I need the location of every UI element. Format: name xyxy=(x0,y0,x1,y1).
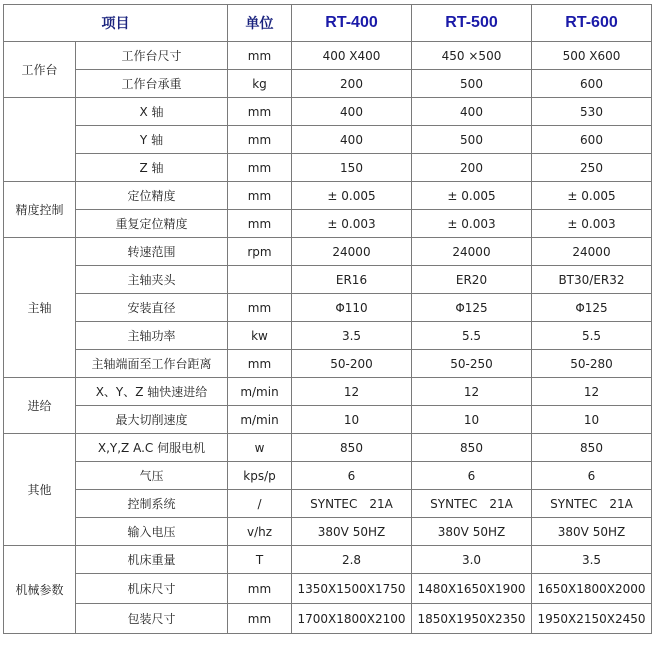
item-name: 工作台尺寸 xyxy=(76,42,228,70)
value-cell: 500 X600 xyxy=(532,42,652,70)
value-cell: 250 xyxy=(532,154,652,182)
item-name: 机床重量 xyxy=(76,546,228,574)
header-model: RT-500 xyxy=(412,5,532,42)
table-row xyxy=(4,490,652,518)
unit-cell: mm xyxy=(228,604,292,634)
item-name: 工作台承重 xyxy=(76,70,228,98)
unit-cell: kw xyxy=(228,322,292,350)
value-cell: 10 xyxy=(532,406,652,434)
item-name: 重复定位精度 xyxy=(76,210,228,238)
item-name: 最大切削速度 xyxy=(76,406,228,434)
value-cell: 10 xyxy=(412,406,532,434)
table-row xyxy=(4,518,652,546)
value-cell: ± 0.003 xyxy=(412,210,532,238)
unit-cell: mm xyxy=(228,350,292,378)
value-cell: 1950X2150X2450 xyxy=(532,604,652,634)
unit-cell: kg xyxy=(228,70,292,98)
unit-cell: mm xyxy=(228,154,292,182)
value-cell: 850 xyxy=(532,434,652,462)
value-cell: 6 xyxy=(532,462,652,490)
value-cell: 850 xyxy=(292,434,412,462)
item-name: X、Y、Z 轴快速进给 xyxy=(76,378,228,406)
value-cell: 2.8 xyxy=(292,546,412,574)
value-cell: ± 0.003 xyxy=(532,210,652,238)
table-row xyxy=(4,378,652,406)
value-cell: Φ125 xyxy=(412,294,532,322)
table-row xyxy=(4,462,652,490)
item-name: X 轴 xyxy=(76,98,228,126)
group-label: 机械参数 xyxy=(4,546,76,634)
item-name: X,Y,Z A.C 伺服电机 xyxy=(76,434,228,462)
value-cell: SYNTEC 21A xyxy=(412,490,532,518)
value-cell: 24000 xyxy=(532,238,652,266)
group-label: 其他 xyxy=(4,434,76,546)
item-name: 包装尺寸 xyxy=(76,604,228,634)
value-cell: 200 xyxy=(412,154,532,182)
value-cell: 50-250 xyxy=(412,350,532,378)
table-row xyxy=(4,574,652,604)
unit-cell: T xyxy=(228,546,292,574)
value-cell: 1650X1800X2000 xyxy=(532,574,652,604)
value-cell: 600 xyxy=(532,126,652,154)
value-cell: ± 0.003 xyxy=(292,210,412,238)
value-cell: 6 xyxy=(412,462,532,490)
value-cell: 3.0 xyxy=(412,546,532,574)
table-row xyxy=(4,434,652,462)
table-row xyxy=(4,266,652,294)
item-name: 主轴端面至工作台距离 xyxy=(76,350,228,378)
value-cell: 5.5 xyxy=(532,322,652,350)
value-cell: ± 0.005 xyxy=(412,182,532,210)
value-cell: 3.5 xyxy=(532,546,652,574)
group-label: 工作台 xyxy=(4,42,76,98)
value-cell: ± 0.005 xyxy=(532,182,652,210)
table-row xyxy=(4,182,652,210)
value-cell: 3.5 xyxy=(292,322,412,350)
unit-cell: mm xyxy=(228,574,292,604)
unit-cell: / xyxy=(228,490,292,518)
table-row xyxy=(4,210,652,238)
header-row xyxy=(4,5,652,42)
value-cell: 530 xyxy=(532,98,652,126)
unit-cell: mm xyxy=(228,182,292,210)
item-name: 气压 xyxy=(76,462,228,490)
item-name: 安装直径 xyxy=(76,294,228,322)
item-name: 主轴功率 xyxy=(76,322,228,350)
value-cell: 1850X1950X2350 xyxy=(412,604,532,634)
table-row xyxy=(4,70,652,98)
value-cell: SYNTEC 21A xyxy=(292,490,412,518)
value-cell: 500 xyxy=(412,70,532,98)
value-cell: Φ125 xyxy=(532,294,652,322)
unit-cell xyxy=(228,266,292,294)
value-cell: 24000 xyxy=(412,238,532,266)
spec-table xyxy=(3,4,652,634)
group-label: 主轴 xyxy=(4,238,76,378)
value-cell: 600 xyxy=(532,70,652,98)
unit-cell: mm xyxy=(228,294,292,322)
table-row xyxy=(4,294,652,322)
value-cell: 150 xyxy=(292,154,412,182)
value-cell: ± 0.005 xyxy=(292,182,412,210)
table-row xyxy=(4,126,652,154)
group-label: 进给 xyxy=(4,378,76,434)
unit-cell: v/hz xyxy=(228,518,292,546)
value-cell: 400 xyxy=(292,126,412,154)
table-row xyxy=(4,604,652,634)
value-cell: 12 xyxy=(292,378,412,406)
value-cell: ER20 xyxy=(412,266,532,294)
unit-cell: mm xyxy=(228,210,292,238)
value-cell: SYNTEC 21A xyxy=(532,490,652,518)
value-cell: 850 xyxy=(412,434,532,462)
table-row xyxy=(4,154,652,182)
value-cell: 400 xyxy=(412,98,532,126)
value-cell: BT30/ER32 xyxy=(532,266,652,294)
value-cell: 200 xyxy=(292,70,412,98)
unit-cell: w xyxy=(228,434,292,462)
value-cell: 1480X1650X1900 xyxy=(412,574,532,604)
value-cell: 380V 50HZ xyxy=(532,518,652,546)
item-name: 控制系统 xyxy=(76,490,228,518)
value-cell: 50-200 xyxy=(292,350,412,378)
value-cell: 10 xyxy=(292,406,412,434)
item-name: Z 轴 xyxy=(76,154,228,182)
unit-cell: rpm xyxy=(228,238,292,266)
unit-cell: mm xyxy=(228,42,292,70)
item-name: 定位精度 xyxy=(76,182,228,210)
value-cell: 12 xyxy=(532,378,652,406)
value-cell: 6 xyxy=(292,462,412,490)
item-name: Y 轴 xyxy=(76,126,228,154)
unit-cell: m/min xyxy=(228,378,292,406)
item-name: 转速范围 xyxy=(76,238,228,266)
value-cell: 50-280 xyxy=(532,350,652,378)
value-cell: 5.5 xyxy=(412,322,532,350)
table-row xyxy=(4,98,652,126)
value-cell: 500 xyxy=(412,126,532,154)
value-cell: Φ110 xyxy=(292,294,412,322)
table-row xyxy=(4,42,652,70)
table-row xyxy=(4,546,652,574)
header-model: RT-600 xyxy=(532,5,652,42)
unit-cell: m/min xyxy=(228,406,292,434)
value-cell: 450 ×500 xyxy=(412,42,532,70)
unit-cell: mm xyxy=(228,126,292,154)
unit-cell: kps/p xyxy=(228,462,292,490)
value-cell: 380V 50HZ xyxy=(412,518,532,546)
unit-cell: mm xyxy=(228,98,292,126)
table-row xyxy=(4,406,652,434)
group-label: 精度控制 xyxy=(4,182,76,238)
group-label xyxy=(4,98,76,182)
item-name: 主轴夹头 xyxy=(76,266,228,294)
value-cell: 400 xyxy=(292,98,412,126)
table-row xyxy=(4,238,652,266)
value-cell: 400 X400 xyxy=(292,42,412,70)
value-cell: 1350X1500X1750 xyxy=(292,574,412,604)
value-cell: 380V 50HZ xyxy=(292,518,412,546)
header-unit: 单位 xyxy=(228,5,292,42)
value-cell: 1700X1800X2100 xyxy=(292,604,412,634)
value-cell: ER16 xyxy=(292,266,412,294)
spec-body xyxy=(4,42,652,634)
value-cell: 24000 xyxy=(292,238,412,266)
value-cell: 12 xyxy=(412,378,532,406)
table-row xyxy=(4,322,652,350)
header-model: RT-400 xyxy=(292,5,412,42)
item-name: 机床尺寸 xyxy=(76,574,228,604)
item-name: 输入电压 xyxy=(76,518,228,546)
header-item: 项目 xyxy=(4,5,228,42)
table-row xyxy=(4,350,652,378)
